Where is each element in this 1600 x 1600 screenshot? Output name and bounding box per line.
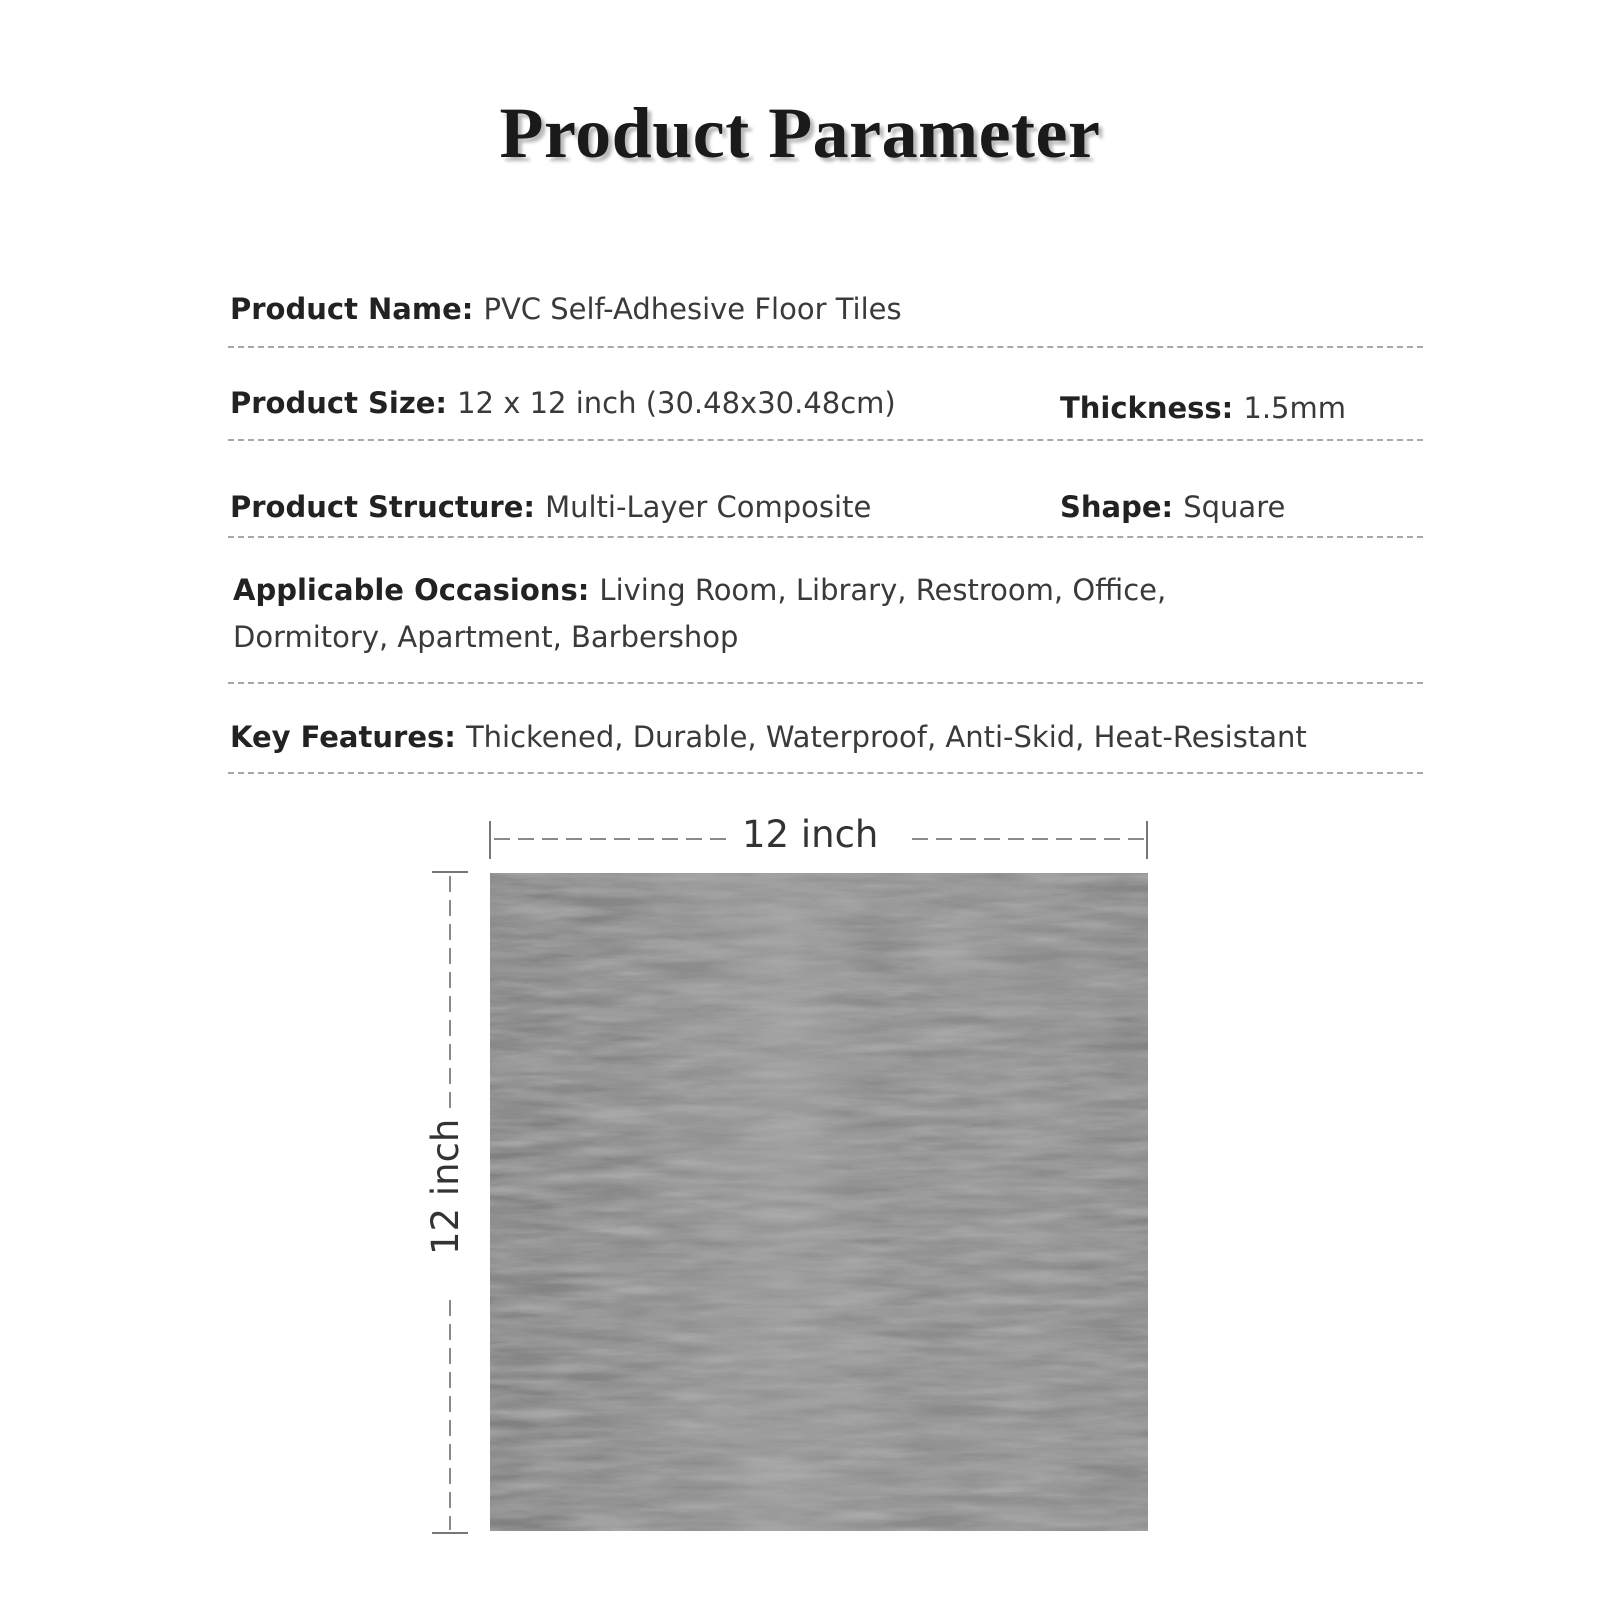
spec-value: Thickened, Durable, Waterproof, Anti-Skid, Heat-Resistant (465, 720, 1307, 754)
spec-value: Square (1183, 490, 1286, 524)
spec-label: Shape: (1060, 490, 1184, 524)
spec-row-product-name (230, 286, 1420, 333)
spec-label: Applicable Occasions: (233, 573, 600, 607)
spec-value: Living Room, Library, Restroom, Office, Dormitory, Apartment, Barbershop (233, 573, 1167, 654)
spec-label: Key Features: (230, 720, 466, 754)
divider (228, 439, 1423, 441)
divider (228, 772, 1423, 774)
height-label: 12 inch (424, 1118, 467, 1255)
floor-tile-image (490, 873, 1148, 1531)
spec-row-shape (1060, 484, 1285, 531)
spec-value: 12 x 12 inch (30.48x30.48cm) (457, 386, 896, 420)
spec-label: Product Structure: (230, 490, 546, 524)
spec-row-applicable-occasions (233, 567, 1313, 661)
width-label: 12 inch (742, 813, 879, 856)
spec-value: Multi-Layer Composite (545, 490, 872, 524)
spec-row-thickness (1060, 385, 1346, 432)
concrete-texture-icon (490, 873, 1148, 1531)
page-title: Product Parameter (499, 93, 1101, 173)
spec-value: PVC Self-Adhesive Floor Tiles (483, 292, 902, 326)
spec-label: Product Size: (230, 386, 458, 420)
divider (228, 536, 1423, 538)
spec-value: 1.5mm (1243, 391, 1346, 425)
spec-label: Product Name: (230, 292, 484, 326)
divider (228, 346, 1423, 348)
spec-row-key-features (230, 714, 1420, 761)
divider (228, 682, 1423, 684)
spec-label: Thickness: (1060, 391, 1244, 425)
